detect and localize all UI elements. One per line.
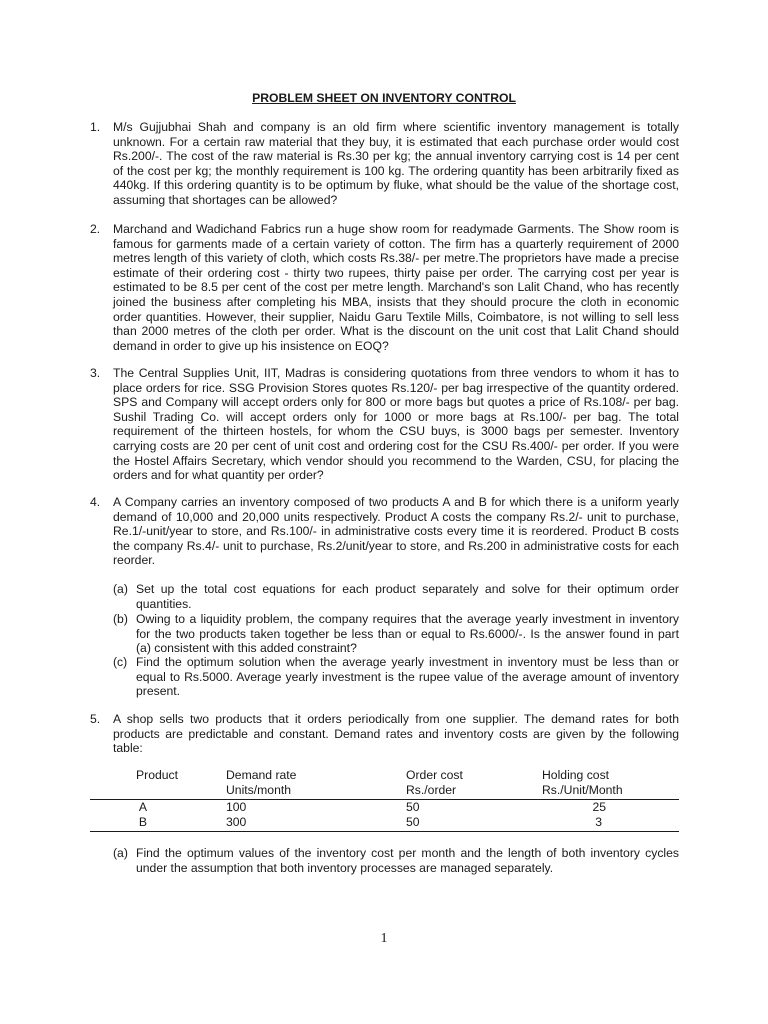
problem-text: Marchand and Wadichand Fabrics run a huge show room for readymade Garments. The Show room is famous for garments made of a certain variety of cotton. The firm has a quarterly requirement of 2000 metres length of this variety of cloth, which costs Rs.38/- per metre.The proprietors have made a precise estimate of their ordering cost - thirty two rupees, thirty paise per order. The carrying cost per year is estimated to be 8.5 per cent of the cost per metre length. Marchand's son Lalit Chand, who has recently joined the business after completing his MBA, insists that they should procure the cloth in economic order quantities. However, their supplier, Naidu Garu Textile Mills, Coimbatore, is not willing to sell less than 2000 metres of the cloth per order. What is the discount on the unit cost that Lalit Chand should demand in order to give up his insistence on EOQ? [113,222,679,353]
problem-text: M/s Gujjubhai Shah and company is an old firm where scientific inventory management is totally unknown. For a certain raw material that they buy, it is estimated that each purchase order would cost Rs.200/-. The cost of the raw material is Rs.30 per kg; the annual inventory carrying cost is 14 per cent of the cost per kg; the monthly requirement is 100 kg. The ordering quantity has been arbitrarily fixed as 440kg. If this ordering quantity is to be optimum by fluke, what should be the value of the shortage cost, assuming that shortages can be allowed? [113,120,679,207]
problem-text: A shop sells two products that it orders periodically from one supplier. The demand rates for both products are predictable and constant. Demand rates and inventory costs are given by the following table: [113,712,679,756]
table-header-order-cost: Order cost [406,768,463,782]
table-cell: 3 [595,815,602,829]
problem-4-part-b [113,612,679,656]
part-text: Owing to a liquidity problem, the company requires that the average yearly investment in inventory for the two products taken together be less than or equal to Rs.6000/-. Is the answer found in part (a) consistent with this added constraint? [136,612,679,656]
table-cell: 300 [226,815,247,829]
page-title: PROBLEM SHEET ON INVENTORY CONTROL [252,91,516,105]
page-number: 1 [380,931,388,946]
table-header-product: Product [136,768,179,782]
table-cell: 100 [226,800,247,814]
table-header-holding-cost-unit: Rs./Unit/Month [542,783,623,797]
part-label: (c) [113,655,128,669]
problem-3 [90,366,679,483]
problem-4 [90,495,679,568]
part-label: (a) [113,582,128,596]
part-label: (b) [113,612,128,626]
table-header-demand-unit: Units/month [226,783,292,797]
table-cell: 25 [592,800,606,814]
table-cell: A [138,800,148,814]
table-header-holding-cost: Holding cost [542,768,610,782]
problem-4-part-a [113,582,679,611]
problem-text: The Central Supplies Unit, IIT, Madras is considering quotations from three vendors to whom it has to place orders for rice. SSG Provision Stores quotes Rs.120/- per bag irrespective of the quantity ordered. SPS and Company will accept orders only for 800 or more bags but quotes a price of Rs.108/- per bag. Sushil Trading Co. will accept orders only for 1000 or more bags at Rs.100/- per bag. The total requirement of the thirteen hostels, for whom the CSU buys, is 3000 bags per semester. Inventory carrying costs are 20 per cent of unit cost and ordering cost for the CSU Rs.400/- per order. If you were the Hostel Affairs Secretary, which vendor should you recommend to the Warden, CSU, for placing the orders and for what quantity per order? [113,366,679,483]
table-header-demand: Demand rate [226,768,297,782]
problem-5-part-a [113,846,679,875]
problem-4-part-c [113,655,679,699]
problem-number: 5. [90,712,101,726]
problem-2 [90,222,679,353]
table-cell: 50 [406,800,420,814]
inventory-cost-table [90,768,679,832]
part-label: (a) [113,846,128,860]
table-header-order-cost-unit: Rs./order [406,783,457,797]
problem-1 [90,120,679,208]
problem-number: 4. [90,495,101,509]
problem-number: 1. [90,120,101,134]
table-cell: B [138,815,148,829]
table-cell: 50 [406,815,420,829]
problem-number: 3. [90,366,101,380]
part-text: Find the optimum solution when the average yearly investment in inventory must be less than or equal to Rs.5000. Average yearly investment is the rupee value of the average amount of inventory present. [136,655,679,699]
problem-number: 2. [90,222,101,236]
problem-text: A Company carries an inventory composed of two products A and B for which there is a uniform yearly demand of 10,000 and 20,000 units respectively. Product A costs the company Rs.2/- unit to purchase, Re.1/-unit/year to store, and Rs.100/- in administrative costs every time it is reordered. Product B costs the company Rs.4/- unit to purchase, Rs.2/unit/year to store, and Rs.200 in administrative costs for each reorder. [113,495,679,568]
problem-5 [90,712,679,756]
table-rule-bottom [90,831,679,832]
part-text: Find the optimum values of the inventory cost per month and the length of both inventory cycles under the assumption that both inventory processes are managed separately. [136,846,679,875]
part-text: Set up the total cost equations for each product separately and solve for their optimum order quantities. [136,582,679,611]
